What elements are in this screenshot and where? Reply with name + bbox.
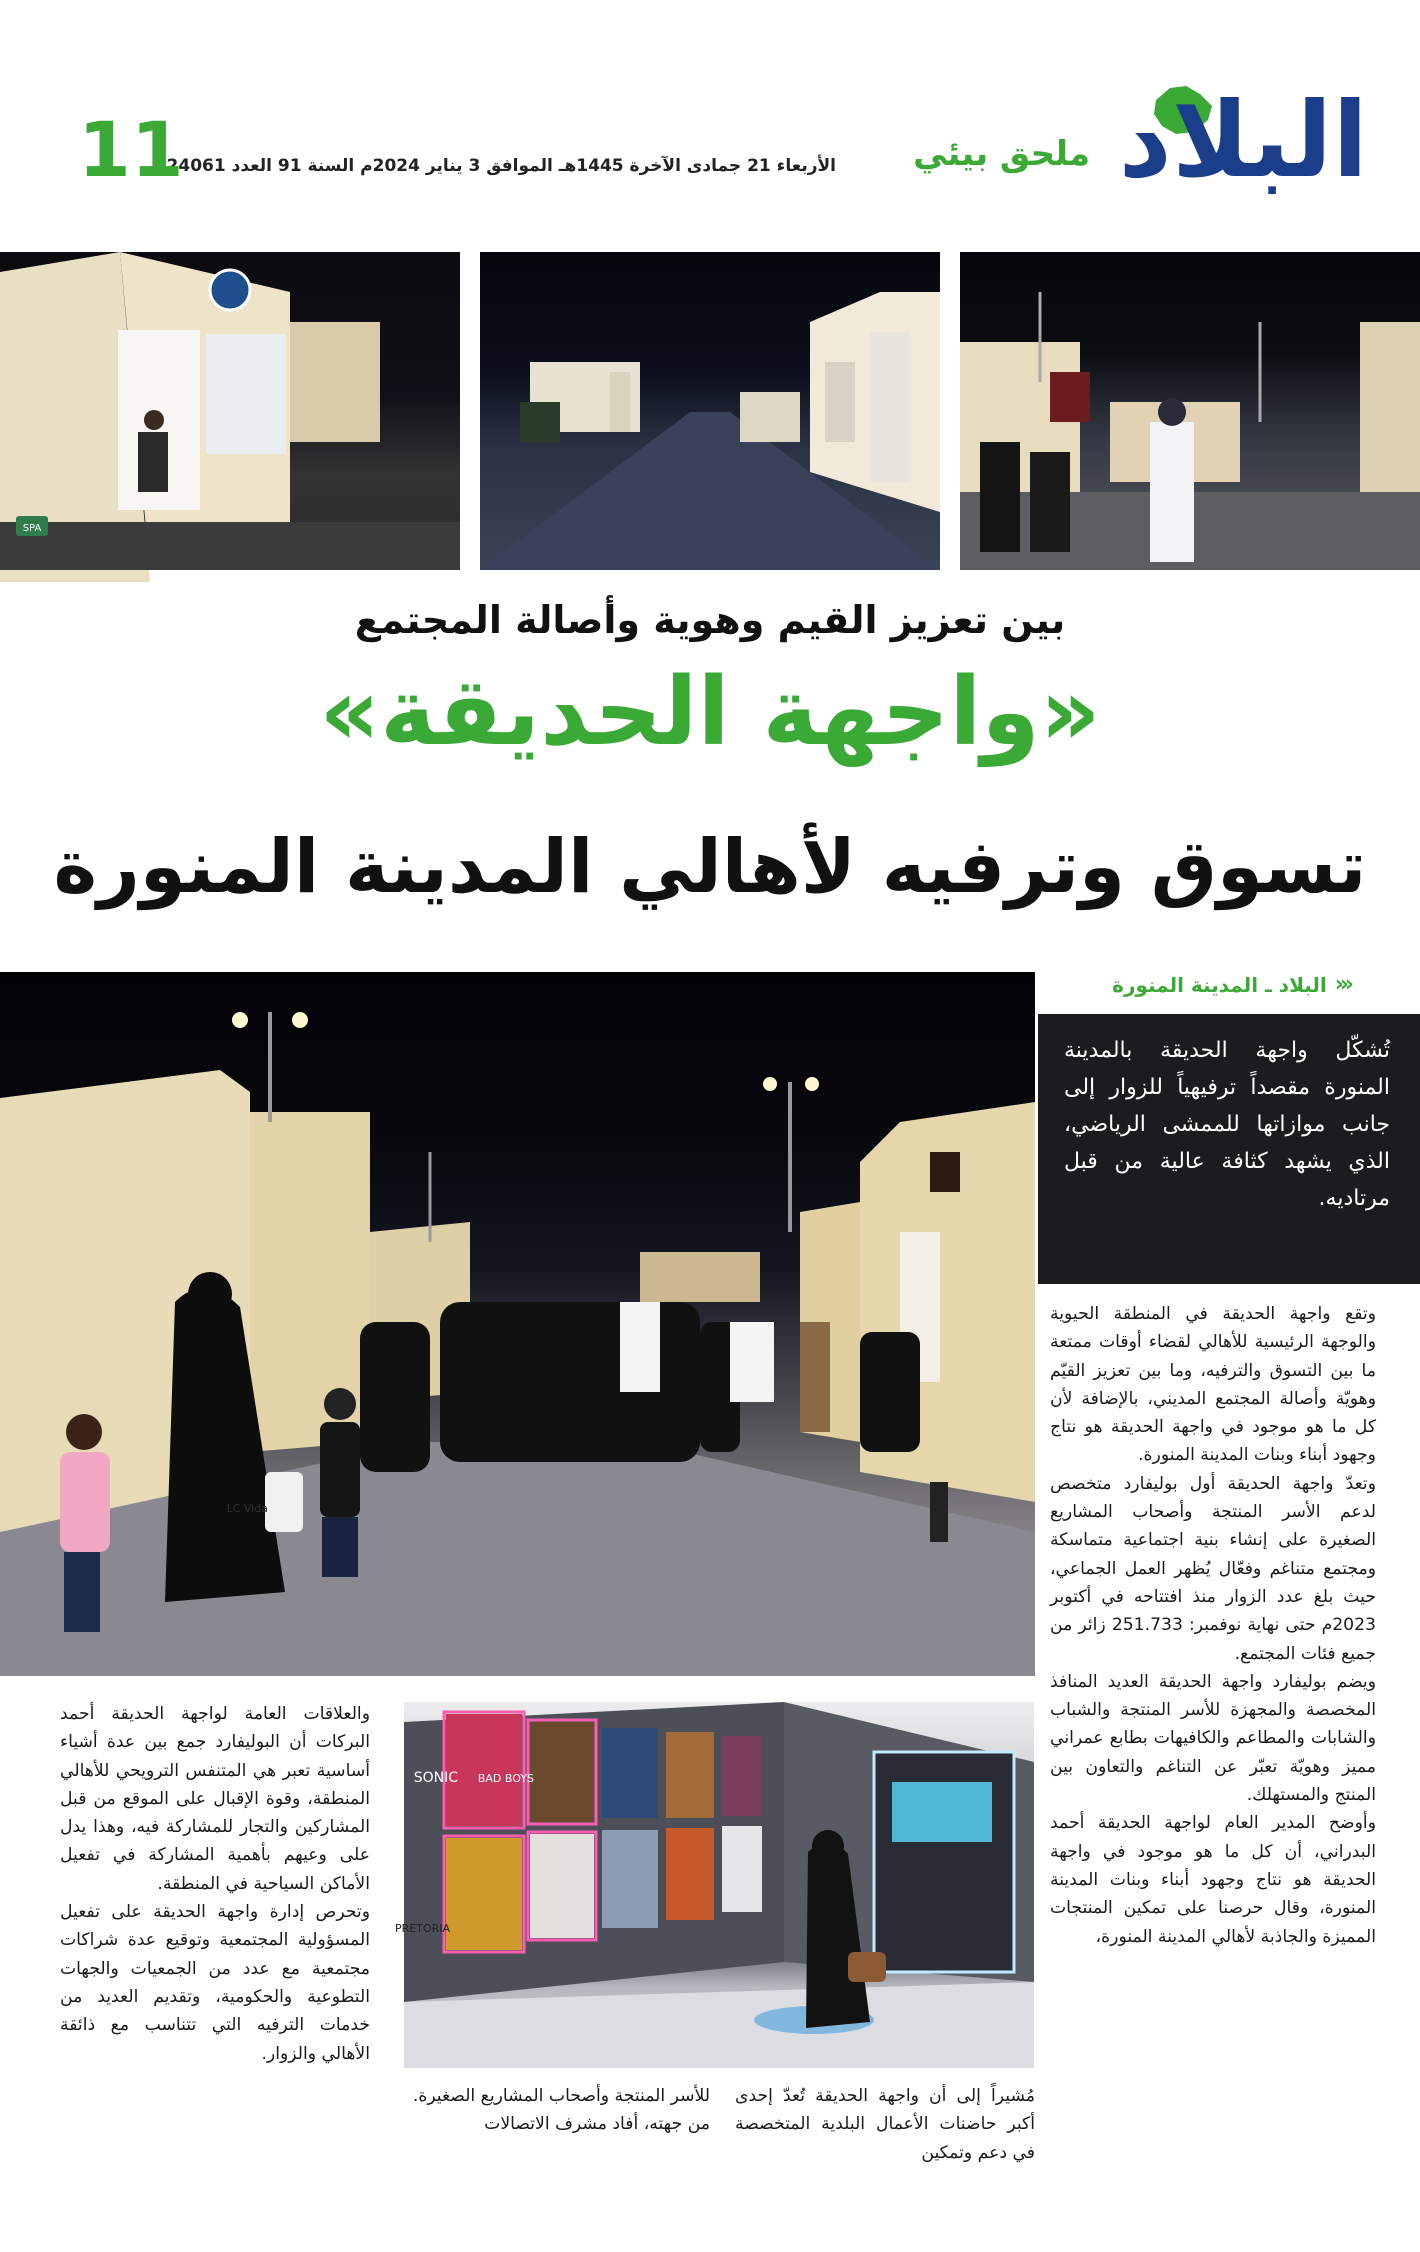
body-paragraph: للأسر المنتجة وأصحاب المشاريع الصغيرة. xyxy=(412,2086,710,2106)
headline-main: «واجهة الحديقة» xyxy=(319,658,1101,767)
body-paragraph: وتحرص إدارة واجهة الحديقة على تفعيل المسؤولية المجتمعية وتوقيع عدة شراكات مجتمعية مع عدد من الجمعيات والجهات التطوعية والحكومية، وتقديم العديد من خدمات الترفيه التي تتناسب مع ذائقة الأهالي والزوار. xyxy=(60,1902,370,2064)
poster-pretoria: PRETORIA xyxy=(394,1922,450,1935)
chevrons-icon: ‹‹‹ xyxy=(1334,972,1350,997)
photo-visitors-crowd xyxy=(960,252,1420,570)
photo-boulevard-families xyxy=(0,972,1035,1676)
body-paragraph: ويضم بوليفارد واجهة الحديقة العديد المنافذ المخصصة والمجهزة للأسر المنتجة والشباب والشابات والمطاعم والكافيهات بطابع عمراني مميز وهويّة تعبّر عن التناغم والتعاون بين المنتج والمستهلك. xyxy=(1050,1671,1376,1806)
poster-badboys: BAD BOYS xyxy=(477,1772,534,1785)
body-paragraph: مُشيراً إلى أن واجهة الحديقة تُعدّ إحدى أكبر حاضنات الأعمال البلدية المتخصصة في دعم وتمكين xyxy=(735,2086,1035,2163)
body-column-right xyxy=(1050,1300,1376,1951)
logo-text: البلاد xyxy=(1118,79,1368,201)
body-paragraph: وتعدّ واجهة الحديقة أول بوليفارد متخصص لدعم الأسر المنتجة وأصحاب المشاريع الصغيرة على إنشاء بنية اجتماعية متماسكة ومجتمع متناغم وفعّال يُظهر العمل الجماعي، حيث بلغ عدد الزوار منذ افتتاحه في أكتوبر 2023م حتى نهاية نوفمبر: 251.733 زائر من جميع فئات المجتمع. xyxy=(1050,1473,1376,1664)
poster-sonic: SONIC xyxy=(413,1770,458,1786)
shop-bag-label: LC Vida xyxy=(226,1502,268,1515)
photo-cinema-lobby xyxy=(394,1702,1034,2068)
body-paragraph: والعلاقات العامة لواجهة الحديقة أحمد البركات أن البوليفارد جمع بين عدة أشياء أساسية تعبر هي المتنفس الترويحي للأهالي المنطقة، وقوة الإقبال على الموقع من قبل المشاركين والتجار للمشاركة فيه، وهذا يدل على وعيهم بأهمية المشاركة في تفعيل الأماكن السياحية في المنطقة. xyxy=(60,1704,370,1894)
body-column-left xyxy=(60,1700,370,2068)
byline-text: البلاد ـ المدينة المنورة xyxy=(1112,972,1327,997)
body-column-bottom-right xyxy=(735,2082,1035,2167)
supplement-label: ملحق بيئي xyxy=(913,134,1090,174)
byline xyxy=(1112,972,1350,997)
dateline: الأربعاء 21 جمادى الآخرة 1445هـ الموافق 3 يناير 2024م السنة 91 العدد 24061 xyxy=(166,156,836,176)
body-paragraph: من جهته، أفاد مشرف الاتصالات xyxy=(484,2114,710,2135)
page-number: 11 xyxy=(78,105,184,194)
body-paragraph: وأوضح المدير العام لواجهة الحديقة أحمد البدراني، أن كل ما هو موجود في واجهة الحديقة هو نتاج وجهود أبناء وبنات المدينة المنورة، وقال حرصنا على تمكين المنتجات المميزة والجاذبة لأهالي المدينة المنورة، xyxy=(1050,1813,1376,1947)
spa-logo-text: SPA xyxy=(22,523,42,534)
newspaper-logo xyxy=(1048,79,1368,206)
photo-walkway-night xyxy=(480,252,940,570)
body-column-bottom-middle xyxy=(404,2082,710,2139)
spa-agency-logo xyxy=(12,512,52,542)
photo-kiosk-wheelchair xyxy=(0,252,460,570)
headline-kicker: بين تعزيز القيم وهوية وأصالة المجتمع xyxy=(354,598,1066,642)
body-paragraph: وتقع واجهة الحديقة في المنطقة الحيوية والوجهة الرئيسية للأهالي لقضاء أوقات ممتعة ما بين التسوق والترفيه، وما بين تعزيز القيّم وهويّة وأصالة المجتمع المديني، بالإضافة لأن كل ما هو موجود في واجهة الحديقة هو نتاج وجهود أبناء وبنات المدينة المنورة. xyxy=(1050,1304,1376,1466)
lead-paragraph: تُشكّل واجهة الحديقة بالمدينة المنورة مقصداً ترفيهياً للزوار إلى جانب موازاتها للممشى الرياضي، الذي يشهد كثافة عالية من قبل مرتاديه. xyxy=(1038,1014,1420,1284)
headline-subtitle: تسوق وترفيه لأهالي المدينة المنورة xyxy=(53,824,1367,910)
